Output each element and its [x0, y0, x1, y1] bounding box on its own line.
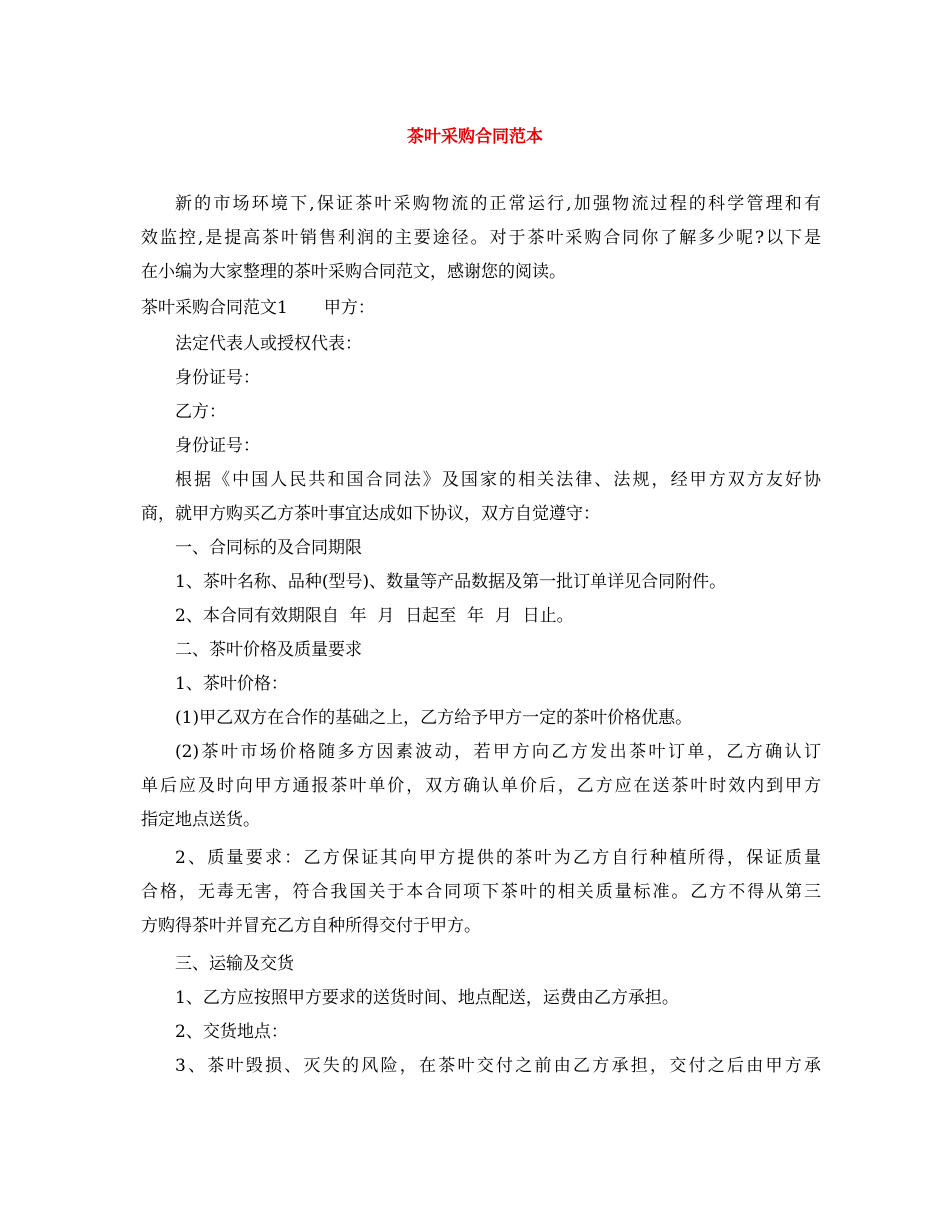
paragraph-line: 根据《中国人民共和国合同法》及国家的相关法律、法规，经甲方双方友好协	[175, 470, 821, 490]
document-title: 茶叶采购合同范本	[407, 127, 543, 147]
paragraph-line: (1)甲乙双方在合作的基础之上，乙方给予甲方一定的茶叶价格优惠。	[175, 708, 693, 728]
paragraph-line: 身份证号：	[175, 368, 260, 388]
paragraph-line: (2)茶叶市场价格随多方因素波动，若甲方向乙方发出茶叶订单，乙方确认订	[175, 742, 821, 762]
paragraph-line: 身份证号：	[175, 436, 260, 456]
section-heading: 茶叶采购合同范文1	[141, 298, 288, 318]
paragraph-line: 2、本合同有效期限自 年 月 日起至 年 月 日止。	[175, 606, 574, 626]
paragraph-line: 3、茶叶毁损、灭失的风险，在茶叶交付之前由乙方承担，交付之后由甲方承	[175, 1056, 821, 1076]
paragraph-line: 一、合同标的及合同期限	[175, 538, 362, 558]
paragraph-line: 法定代表人或授权代表：	[175, 334, 362, 354]
paragraph-line: 单后应及时向甲方通报茶叶单价，双方确认单价后，乙方应在送茶叶时效内到甲方	[141, 776, 821, 796]
paragraph-line: 二、茶叶价格及质量要求	[175, 640, 362, 660]
paragraph-line: 指定地点送货。	[141, 810, 260, 830]
party-a-label: 甲方：	[323, 298, 375, 318]
paragraph-line: 1、乙方应按照甲方要求的送货时间、地点配送，运费由乙方承担。	[175, 988, 679, 1008]
paragraph-line: 1、茶叶名称、品种(型号)、数量等产品数据及第一批订单详见合同附件。	[175, 572, 727, 592]
paragraph-line: 在小编为大家整理的茶叶采购合同范文，感谢您的阅读。	[141, 262, 566, 282]
paragraph-line: 2、交货地点：	[175, 1022, 288, 1042]
paragraph-line: 效监控,是提高茶叶销售利润的主要途径。对于茶叶采购合同你了解多少呢?以下是	[141, 228, 821, 248]
paragraph-line: 合格，无毒无害，符合我国关于本合同项下茶叶的相关质量标准。乙方不得从第三	[141, 882, 821, 902]
paragraph-line: 方购得茶叶并冒充乙方自种所得交付于甲方。	[141, 916, 481, 936]
paragraph-line: 商，就甲方购买乙方茶叶事宜达成如下协议，双方自觉遵守：	[141, 504, 600, 524]
paragraph-line: 新的市场环境下,保证茶叶采购物流的正常运行,加强物流过程的科学管理和有	[175, 194, 821, 214]
paragraph-line: 2、质量要求：乙方保证其向甲方提供的茶叶为乙方自行种植所得，保证质量	[175, 848, 821, 868]
paragraph-line: 乙方：	[175, 402, 226, 422]
paragraph-line: 三、运输及交货	[175, 954, 294, 974]
paragraph-line: 1、茶叶价格：	[175, 674, 288, 694]
section-heading-line	[141, 296, 821, 320]
